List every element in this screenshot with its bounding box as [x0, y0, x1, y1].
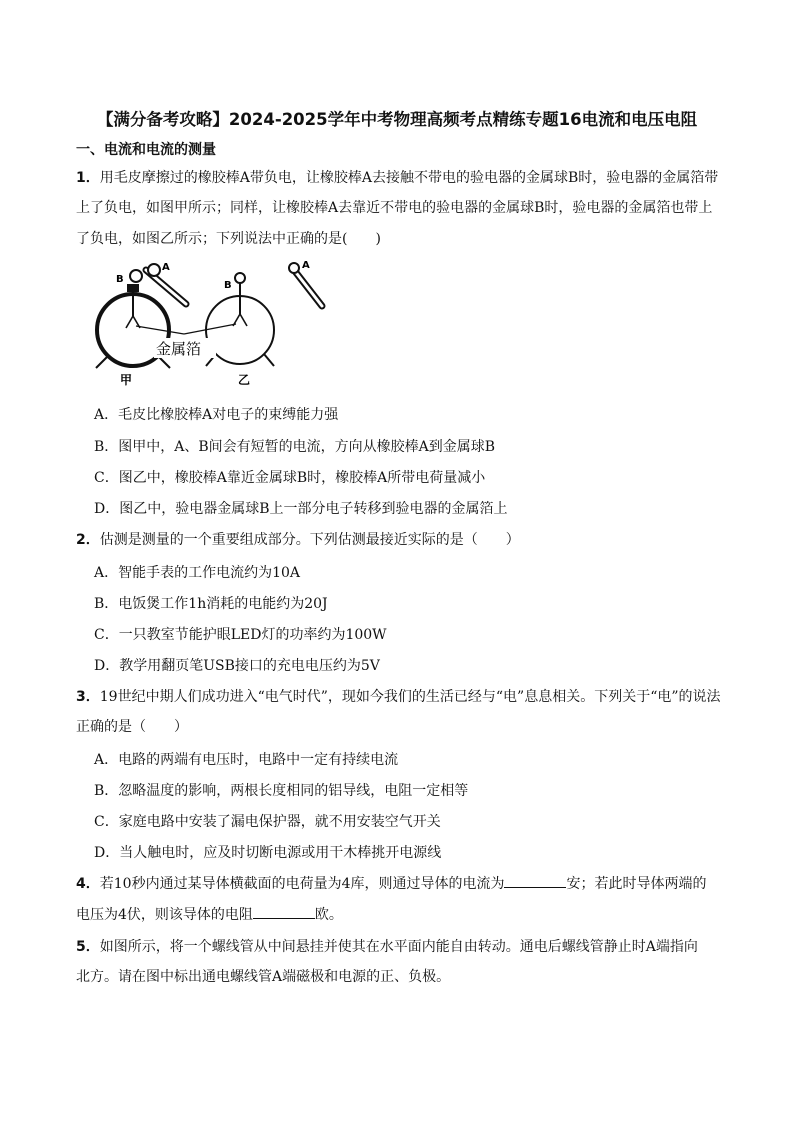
q3-line-2: 正确的是（ ）	[76, 719, 188, 735]
q4-line-2	[76, 904, 343, 924]
q5-text-1: 如图所示，将一个螺线管从中间悬挂并使其在水平面内能自由转动。通电后螺线管静止时A端指向	[99, 939, 698, 955]
q4-text-1b: 安；若此时导体两端的	[566, 876, 707, 892]
q1-number: 1．	[76, 170, 100, 186]
label-b-right: B	[224, 280, 232, 291]
q3-option-b: B．忽略温度的影响，两根长度相同的铝导线，电阻一定相等	[94, 783, 469, 799]
q2-option-a: A．智能手表的工作电流约为10A	[94, 565, 301, 581]
label-foil: 金属箔	[156, 340, 202, 358]
q5-number: 5．	[76, 939, 100, 955]
q4-text-2a: 电压为4伏，则该导体的电阻	[76, 907, 253, 923]
q5-line-2: 北方。请在图中标出通电螺线管A端磁极和电源的正、负极。	[76, 969, 451, 985]
q1-option-d: D．图乙中，验电器金属球B上一部分电子转移到验电器的金属箔上	[94, 501, 508, 517]
q2-option-d: D．教学用翻页笔USB接口的充电电压约为5V	[94, 658, 380, 674]
q2-option-b: B．电饭煲工作1h消耗的电能约为20J	[94, 596, 328, 612]
q1-text-1: 用毛皮摩擦过的橡胶棒A带负电，让橡胶棒A去接触不带电的验电器的金属球B时，验电器的金属箔带	[99, 170, 719, 186]
q1-line-1	[76, 167, 718, 187]
q1-line-3: 了负电，如图乙所示；下列说法中正确的是( )	[76, 231, 381, 247]
q4-blank-current[interactable]	[504, 875, 566, 888]
q2-line-1	[76, 529, 520, 549]
caption-yi: 乙	[238, 373, 251, 387]
q4-blank-resistance[interactable]	[253, 906, 315, 919]
q2-number: 2．	[76, 532, 100, 548]
section-heading: 一、电流和电流的测量	[76, 142, 216, 158]
q3-number: 3．	[76, 689, 100, 705]
caption-jia: 甲	[120, 373, 133, 387]
label-a-right: A	[302, 260, 310, 271]
q5-line-1	[76, 936, 698, 956]
q4-number: 4．	[76, 876, 100, 892]
q3-line-1	[76, 686, 721, 706]
q4-line-1	[76, 873, 706, 893]
label-b-left: B	[116, 274, 124, 285]
q1-option-c: C．图乙中，橡胶棒A靠近金属球B时，橡胶棒A所带电荷量减小	[94, 470, 486, 486]
label-a-left: A	[162, 262, 170, 273]
q4-text-1a: 若10秒内通过某导体横截面的电荷量为4库，则通过导体的电流为	[99, 876, 505, 892]
q2-option-c: C．一只教室节能护眼LED灯的功率约为100W	[94, 627, 387, 643]
q2-text-1: 估测是测量的一个重要组成部分。下列估测最接近实际的是（ ）	[99, 532, 520, 548]
q3-text-1: 19世纪中期人们成功进入“电气时代”，现如今我们的生活已经与“电”息息相关。下列关于“电”的说法	[99, 689, 721, 705]
page-title: 【满分备考攻略】2024-2025学年中考物理高频考点精练专题16电流和电压电阻	[96, 110, 698, 129]
q1-line-2: 上了负电，如图甲所示；同样，让橡胶棒A去靠近不带电的验电器的金属球B时，验电器的金属箔也带上	[76, 200, 713, 216]
q1-option-b: B．图甲中，A、B间会有短暂的电流，方向从橡胶棒A到金属球B	[94, 439, 496, 455]
q3-option-a: A．电路的两端有电压时，电路中一定有持续电流	[94, 752, 399, 768]
q4-text-2b: 欧。	[314, 907, 343, 923]
electroscope-figure	[88, 256, 338, 396]
q3-option-c: C．家庭电路中安装了漏电保护器，就不用安装空气开关	[94, 814, 441, 830]
q1-option-a: A．毛皮比橡胶棒A对电子的束缚能力强	[94, 407, 339, 423]
q3-option-d: D．当人触电时，应及时切断电源或用干木棒挑开电源线	[94, 845, 442, 861]
